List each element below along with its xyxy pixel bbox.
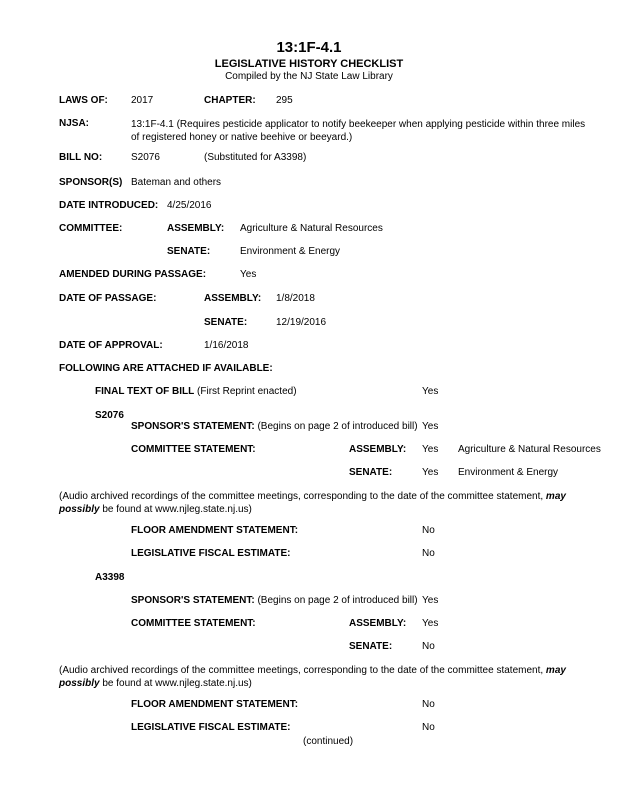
final-text-note: (First Reprint enacted): [197, 386, 297, 397]
a3398-heading: A3398: [95, 572, 125, 583]
s2076-sponsor-statement-row: [131, 421, 418, 433]
checklist-title: LEGISLATIVE HISTORY CHECKLIST: [214, 58, 404, 70]
amended-label: AMENDED DURING PASSAGE:: [59, 269, 207, 280]
compiled-by: Compiled by the NJ State Law Library: [225, 71, 393, 82]
final-text-label: FINAL TEXT OF BILL: [95, 386, 195, 397]
njsa-label: NJSA:: [59, 118, 90, 129]
passage-senate-label: SENATE:: [204, 317, 248, 328]
s2076-floor-amendment-value: No: [422, 525, 435, 536]
attached-heading: FOLLOWING ARE ATTACHED IF AVAILABLE:: [59, 363, 273, 374]
a3398-fiscal-estimate-label: LEGISLATIVE FISCAL ESTIMATE:: [131, 722, 291, 733]
s2076-senate-committee: Environment & Energy: [458, 467, 559, 478]
bill-substituted: (Substituted for A3398): [204, 152, 307, 163]
amended-value: Yes: [240, 269, 257, 280]
s2076-assembly-value: Yes: [422, 444, 439, 455]
audio-note-1-before: (Audio archived recordings of the committee meetings, corresponding to the date of the committee statement,: [59, 491, 546, 502]
date-introduced-value: 4/25/2016: [167, 200, 212, 211]
chapter-value: 295: [276, 95, 293, 106]
audio-note-2-before: (Audio archived recordings of the committee meetings, corresponding to the date of the committee statement,: [59, 665, 546, 676]
s2076-sponsor-statement-value: Yes: [422, 421, 439, 432]
audio-note-2: [59, 664, 599, 690]
committee-senate-label: SENATE:: [167, 246, 211, 257]
bill-no-label: BILL NO:: [59, 152, 103, 163]
a3398-floor-amendment-value: No: [422, 699, 435, 710]
audio-note-1-emphasis: may possibly: [59, 491, 566, 515]
final-text-row: [95, 386, 297, 398]
s2076-assembly-committee: Agriculture & Natural Resources: [458, 444, 601, 455]
a3398-sponsor-statement-row: [131, 595, 418, 607]
a3398-fiscal-estimate-value: No: [422, 722, 435, 733]
passage-label: DATE OF PASSAGE:: [59, 293, 157, 304]
s2076-committee-statement-label: COMMITTEE STATEMENT:: [131, 444, 256, 455]
continued-note: (continued): [303, 736, 354, 747]
approval-value: 1/16/2018: [204, 340, 249, 351]
approval-label: DATE OF APPROVAL:: [59, 340, 163, 351]
s2076-fiscal-estimate-label: LEGISLATIVE FISCAL ESTIMATE:: [131, 548, 291, 559]
a3398-sponsor-statement-note: (Begins on page 2 of introduced bill): [257, 595, 418, 606]
s2076-fiscal-estimate-value: No: [422, 548, 435, 559]
sponsor-label: SPONSOR(S): [59, 177, 123, 188]
audio-note-1: [59, 490, 599, 516]
s2076-heading: S2076: [95, 410, 124, 421]
s2076-assembly-label: ASSEMBLY:: [349, 444, 407, 455]
a3398-senate-value: No: [422, 641, 435, 652]
committee-assembly-value: Agriculture & Natural Resources: [240, 223, 383, 234]
s2076-sponsor-statement-label: SPONSOR'S STATEMENT:: [131, 421, 255, 432]
committee-senate-value: Environment & Energy: [240, 246, 341, 257]
passage-assembly-label: ASSEMBLY:: [204, 293, 262, 304]
committee-assembly-label: ASSEMBLY:: [167, 223, 225, 234]
s2076-sponsor-statement-note: (Begins on page 2 of introduced bill): [257, 421, 418, 432]
date-introduced-label: DATE INTRODUCED:: [59, 200, 159, 211]
laws-of-year: 2017: [131, 95, 154, 106]
sponsor-value: Bateman and others: [131, 177, 222, 188]
a3398-senate-label: SENATE:: [349, 641, 393, 652]
s2076-senate-label: SENATE:: [349, 467, 393, 478]
passage-assembly-value: 1/8/2018: [276, 293, 315, 304]
a3398-assembly-value: Yes: [422, 618, 439, 629]
a3398-sponsor-statement-label: SPONSOR'S STATEMENT:: [131, 595, 255, 606]
a3398-sponsor-statement-value: Yes: [422, 595, 439, 606]
final-text-value: Yes: [422, 386, 439, 397]
bill-number: S2076: [131, 152, 160, 163]
s2076-floor-amendment-label: FLOOR AMENDMENT STATEMENT:: [131, 525, 299, 536]
njsa-text: 13:1F-4.1 (Requires pesticide applicator to notify beekeeper when applying pesticide within three miles of registered honey or native beehive or beeyard.): [131, 119, 586, 143]
chapter-label: CHAPTER:: [204, 95, 256, 106]
committee-label: COMMITTEE:: [59, 223, 123, 234]
a3398-committee-statement-label: COMMITTEE STATEMENT:: [131, 618, 256, 629]
a3398-floor-amendment-label: FLOOR AMENDMENT STATEMENT:: [131, 699, 299, 710]
a3398-assembly-label: ASSEMBLY:: [349, 618, 407, 629]
audio-note-1-after: be found at www.njleg.state.nj.us): [99, 504, 252, 515]
section-title: 13:1F-4.1: [276, 39, 342, 56]
laws-of-label: LAWS OF:: [59, 95, 108, 106]
passage-senate-value: 12/19/2016: [276, 317, 327, 328]
audio-note-2-emphasis: may possibly: [59, 665, 566, 689]
s2076-senate-value: Yes: [422, 467, 439, 478]
audio-note-2-after: be found at www.njleg.state.nj.us): [99, 678, 252, 689]
